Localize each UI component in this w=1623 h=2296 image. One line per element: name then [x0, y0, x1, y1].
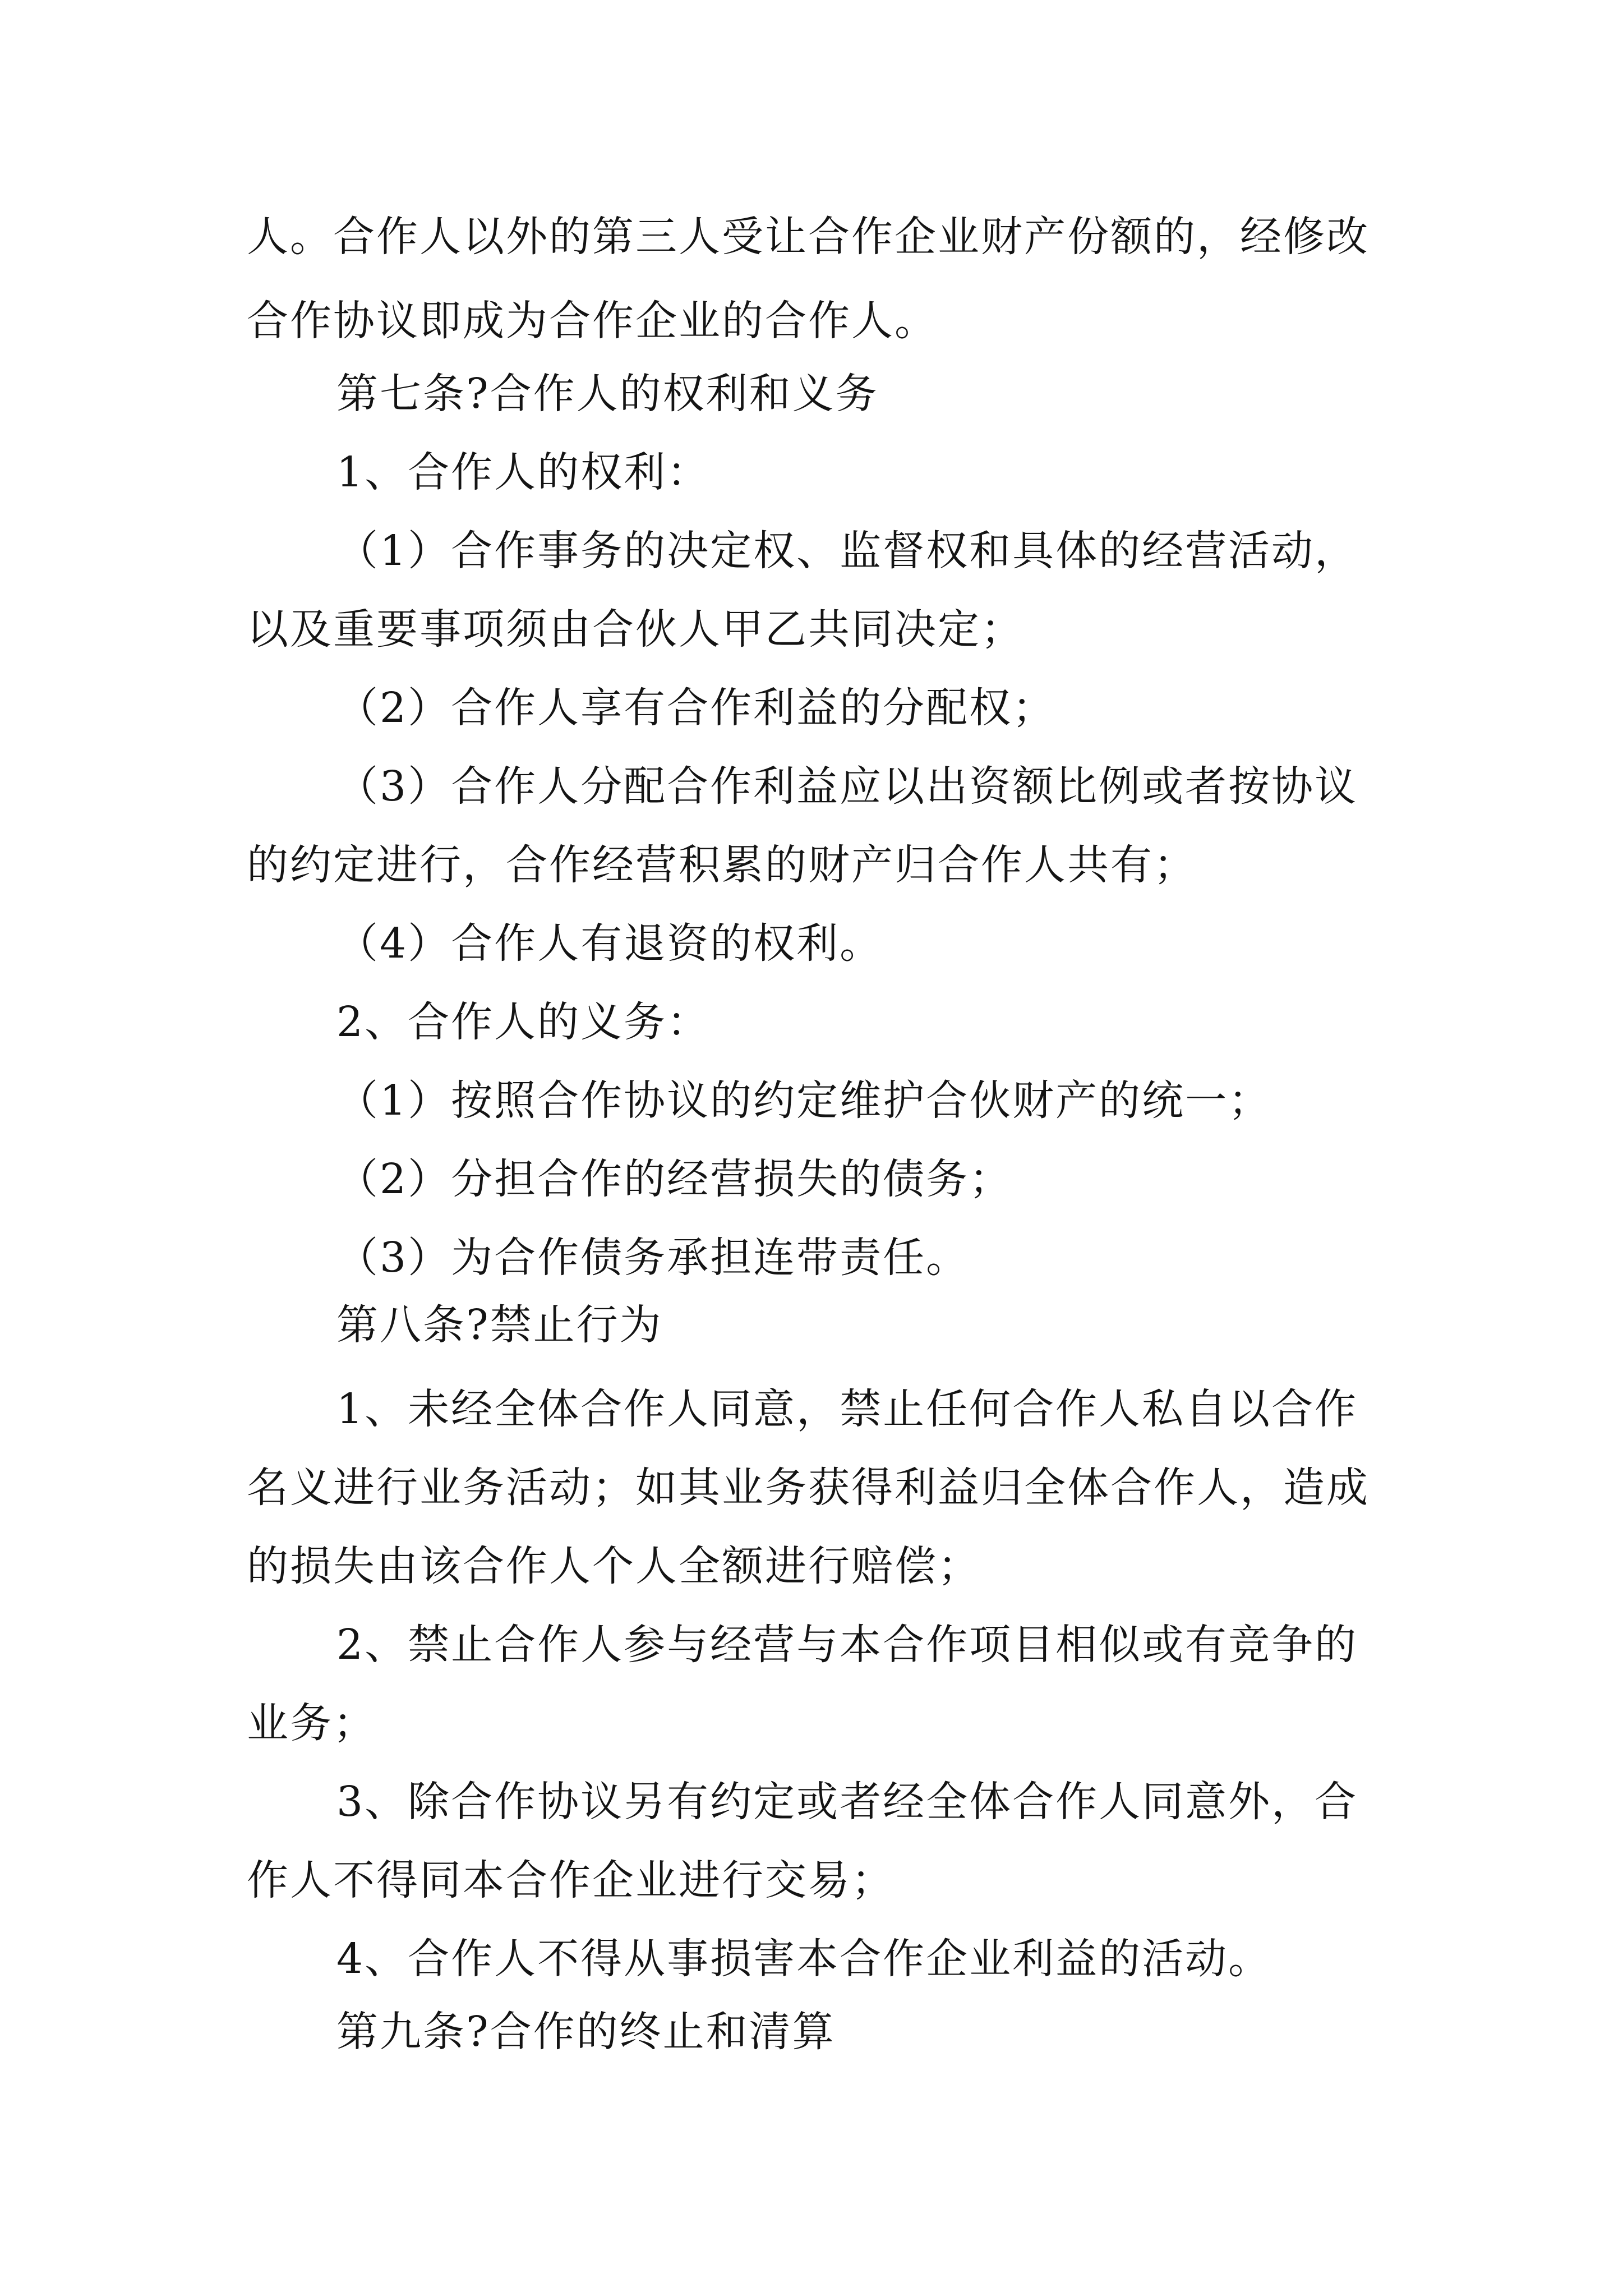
text-line: 4、合作人不得从事损害本合作企业利益的活动。 — [336, 1935, 1272, 1983]
text-line: （2）分担合作的经营损失的债务； — [336, 1155, 1013, 1203]
text-line: （3）为合作债务承担连带责任。 — [336, 1234, 970, 1282]
text-line: 人。合作人以外的第三人受让合作企业财产份额的，经修改 — [247, 213, 1370, 261]
section-heading: 第八条?禁止行为 — [336, 1301, 663, 1349]
text-line: （4）合作人有退资的权利。 — [336, 919, 883, 968]
section-heading: 第九条?合作的终止和清算 — [336, 2008, 836, 2056]
text-line: （3）合作人分配合作利益应以出资额比例或者按协议 — [336, 762, 1358, 811]
text-line: 作人不得同本合作企业进行交易； — [247, 1856, 895, 1904]
text-line: 名义进行业务活动；如其业务获得利益归全体合作人，造成 — [247, 1464, 1370, 1512]
text-line: （1）按照合作协议的约定维护合伙财产的统一； — [336, 1076, 1272, 1125]
text-line: 3、除合作协议另有约定或者经全体合作人同意外，合 — [336, 1778, 1358, 1826]
text-line: 2、合作人的义务： — [336, 998, 711, 1046]
text-line: 2、禁止合作人参与经营与本合作项目相似或有竞争的 — [336, 1621, 1358, 1669]
text-line: 业务； — [247, 1699, 376, 1747]
text-line: 1、合作人的权利： — [336, 448, 711, 496]
text-line: （2）合作人享有合作利益的分配权； — [336, 684, 1056, 732]
text-line: 以及重要事项须由合伙人甲乙共同决定； — [247, 605, 1024, 654]
section-heading: 第七条?合作人的权利和义务 — [336, 370, 879, 418]
text-line: 的约定进行，合作经营积累的财产归合作人共有； — [247, 841, 1197, 889]
text-line: （1）合作事务的决定权、监督权和具体的经营活动， — [336, 527, 1358, 575]
text-line: 合作协议即成为合作企业的合作人。 — [247, 297, 938, 345]
text-line: 1、未经全体合作人同意，禁止任何合作人私自以合作 — [336, 1385, 1358, 1433]
text-line: 的损失由该合作人个人全额进行赔偿； — [247, 1542, 981, 1590]
